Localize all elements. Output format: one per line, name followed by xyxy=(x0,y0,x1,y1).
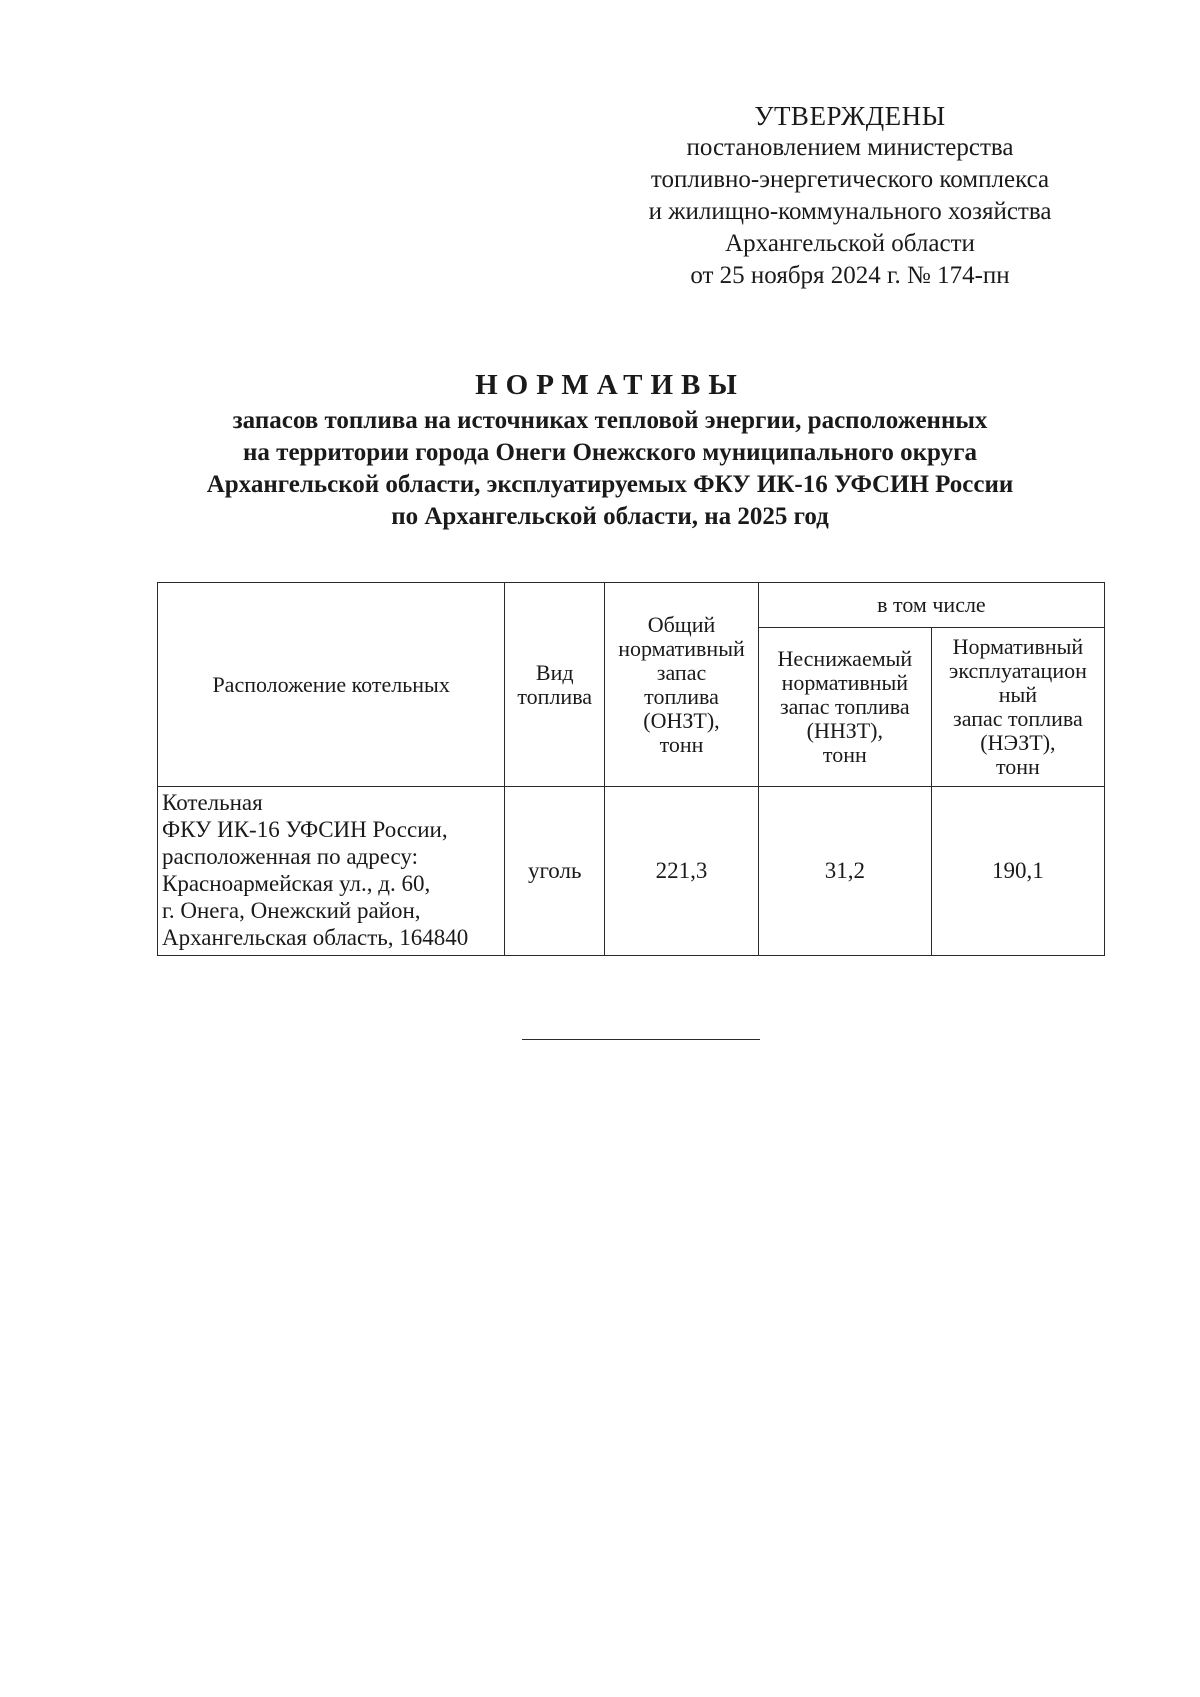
approval-line: и жилищно-коммунального хозяйства xyxy=(648,198,1052,225)
approval-heading: УТВЕРЖДЕНЫ xyxy=(754,101,946,131)
header-line: запас топлива xyxy=(779,694,910,719)
header-line: (ННЗТ), xyxy=(806,718,884,743)
header-line: нормативный xyxy=(781,670,909,695)
approval-line: постановлением министерства xyxy=(686,134,1014,161)
approval-line: Архангельской области xyxy=(725,230,975,257)
header-line: (ОНЗТ), xyxy=(643,707,720,733)
header-line: ный xyxy=(998,682,1038,707)
header-line: топлива xyxy=(517,683,593,709)
column-group-header-including: в том числе xyxy=(758,583,1104,628)
location-line: г. Онега, Онежский район, xyxy=(162,898,421,923)
header-line: топлива xyxy=(644,683,719,709)
fuel-norms-table xyxy=(157,582,1105,956)
location-line: ФКУ ИК-16 УФСИН России, xyxy=(162,817,448,842)
location-line: Котельная xyxy=(162,790,263,815)
table-row xyxy=(158,787,1105,956)
header-line: Нормативный xyxy=(952,634,1084,659)
document-subtitle-line: запасов топлива на источниках тепловой энергии, расположенных xyxy=(232,407,988,434)
table-header xyxy=(158,583,1105,787)
header-line: Вид xyxy=(535,659,574,685)
header-line: нормативный xyxy=(618,635,745,661)
column-header-nnzt xyxy=(758,628,931,787)
document-subtitle-line: Архангельской области, эксплуатируемых ФКУ ИК-16 УФСИН России xyxy=(206,471,1014,498)
document-subtitle-line: по Архангельской области, на 2025 год xyxy=(391,503,829,530)
document-subtitle-line: на территории города Онеги Онежского муниципального округа xyxy=(243,439,977,466)
header-line: тонн xyxy=(995,754,1040,779)
header-line: тонн xyxy=(659,731,704,757)
cell-nnzt: 31,2 xyxy=(758,787,931,956)
approval-line: топливно-энергетического комплекса xyxy=(650,166,1050,193)
table-header-row xyxy=(158,583,1105,628)
header-line: Общий xyxy=(647,611,716,637)
cell-fuel-type: уголь xyxy=(505,787,605,956)
header-line: (НЭЗТ), xyxy=(980,730,1056,755)
table-body xyxy=(158,787,1105,956)
location-line: Красноармейская ул., д. 60, xyxy=(162,871,431,896)
header-line: Неснижаемый xyxy=(777,646,913,671)
header-line: эксплуатацион xyxy=(948,658,1087,683)
cell-location xyxy=(158,787,505,956)
header-line: запас xyxy=(656,659,707,685)
approval-date-number: от 25 ноября 2024 г. № 174-пн xyxy=(690,262,1010,289)
header-line: тонн xyxy=(822,742,867,767)
column-header-total-reserve xyxy=(605,583,759,787)
column-header-fuel-type xyxy=(505,583,605,787)
header-line: запас топлива xyxy=(953,706,1083,731)
column-header-nezt xyxy=(931,628,1104,787)
closing-separator-line xyxy=(522,1039,760,1040)
document-title-block xyxy=(110,365,1110,533)
approval-block xyxy=(600,100,1100,292)
document-title: НОРМАТИВЫ xyxy=(475,369,745,401)
location-line: расположенная по адресу: xyxy=(162,844,419,869)
cell-nezt: 190,1 xyxy=(931,787,1104,956)
cell-total-reserve: 221,3 xyxy=(605,787,759,956)
column-header-location: Расположение котельных xyxy=(158,583,505,787)
location-line: Архангельская область, 164840 xyxy=(162,925,469,950)
